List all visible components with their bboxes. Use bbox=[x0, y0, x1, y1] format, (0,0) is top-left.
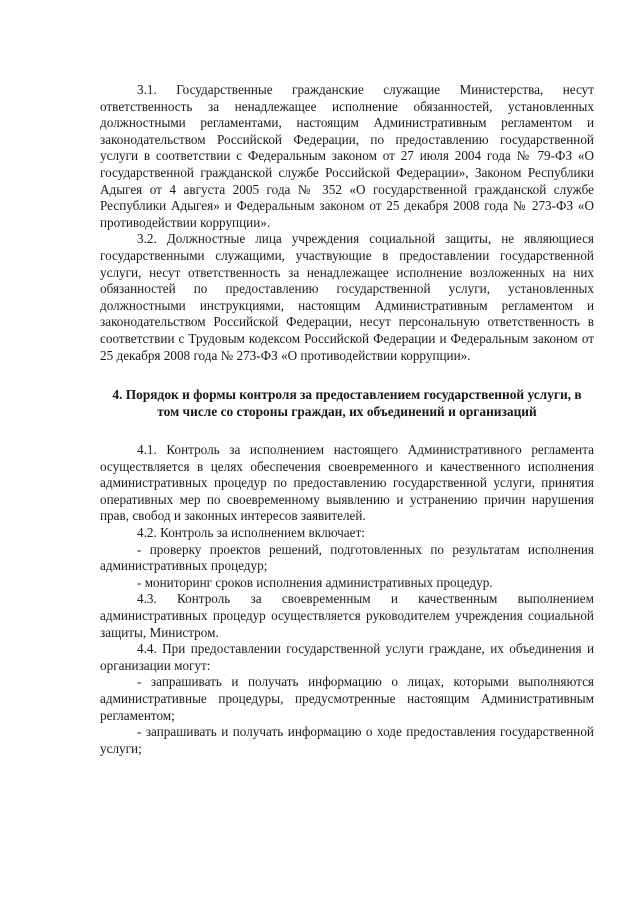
paragraph-4-2: 4.2. Контроль за исполнением включает: bbox=[137, 525, 365, 541]
paragraph-4-4-item-1: - запрашивать и получать информацию о лицах, которыми выполняются административные процедуры, предусмотренные настоящим Административным регламентом; bbox=[100, 674, 594, 723]
paragraph-4-3: 4.3. Контроль за своевременным и качественным выполнением административных процедур осуществляется руководителем учреждения социальной защиты, Министром. bbox=[100, 591, 594, 640]
paragraph-3-1: 3.1. Государственные гражданские служащие Министерства, несут ответственность за ненадлежащее исполнение обязанностей, установленных должностными регламентами, настоящим Административным регламентом и законодательством Российской Федерации, по предоставлению государственной услуги в соответствии с Федеральным законом от 27 июля 2004 года № 79-ФЗ «О государственной гражданской службе Российской Федерации», Законом Республики Адыгея от 4 августа 2005 года № 352 «О государственной гражданской службе Республики Адыгея» и Федеральным законом от 25 декабря 2008 года № 273-ФЗ «О противодействии коррупции». bbox=[100, 82, 594, 230]
paragraph-4-4-item-2: - запрашивать и получать информацию о ходе предоставления государственной услуги; bbox=[100, 724, 594, 756]
paragraph-4-2-item-1: - проверку проектов решений, подготовленных по результатам исполнения административных процедур; bbox=[100, 541, 594, 574]
paragraph-4-2-item-2: - мониторинг сроков исполнения административных процедур. bbox=[137, 574, 493, 590]
paragraph-3-2: 3.2. Должностные лица учреждения социальной защиты, не являющиеся государственными служащими, участвующие в предоставлении государственной услуги, несут ответственность за ненадлежащее исполнение возложенных на них обязанностей по предоставлению государственной услуги, установленных должностными инструкциями, настоящим Административным регламентом и законодательством Российской Федерации, несут персональную ответственность в соответствии с Трудовым кодексом Российской Федерации и Федеральным законом от 25 декабря 2008 года № 273-ФЗ «О противодействии коррупции». bbox=[100, 231, 594, 363]
document-body bbox=[100, 82, 594, 757]
paragraph-4-1: 4.1. Контроль за исполнением настоящего Административного регламента осуществляется в целях обеспечения своевременного и качественного исполнения административных процедур по предоставлению государственной услуги, принятия оперативных мер по своевременному выявлению и устранению причин нарушения прав, свобод и законных интересов заявителей. bbox=[100, 442, 594, 524]
paragraph-4-4: 4.4. При предоставлении государственной услуги граждане, их объединения и организации могут: bbox=[100, 641, 594, 673]
section-4-heading: 4. Порядок и формы контроля за предоставлением государственной услуги, в том числе со стороны граждан, их объединений и организаций bbox=[112, 387, 582, 420]
